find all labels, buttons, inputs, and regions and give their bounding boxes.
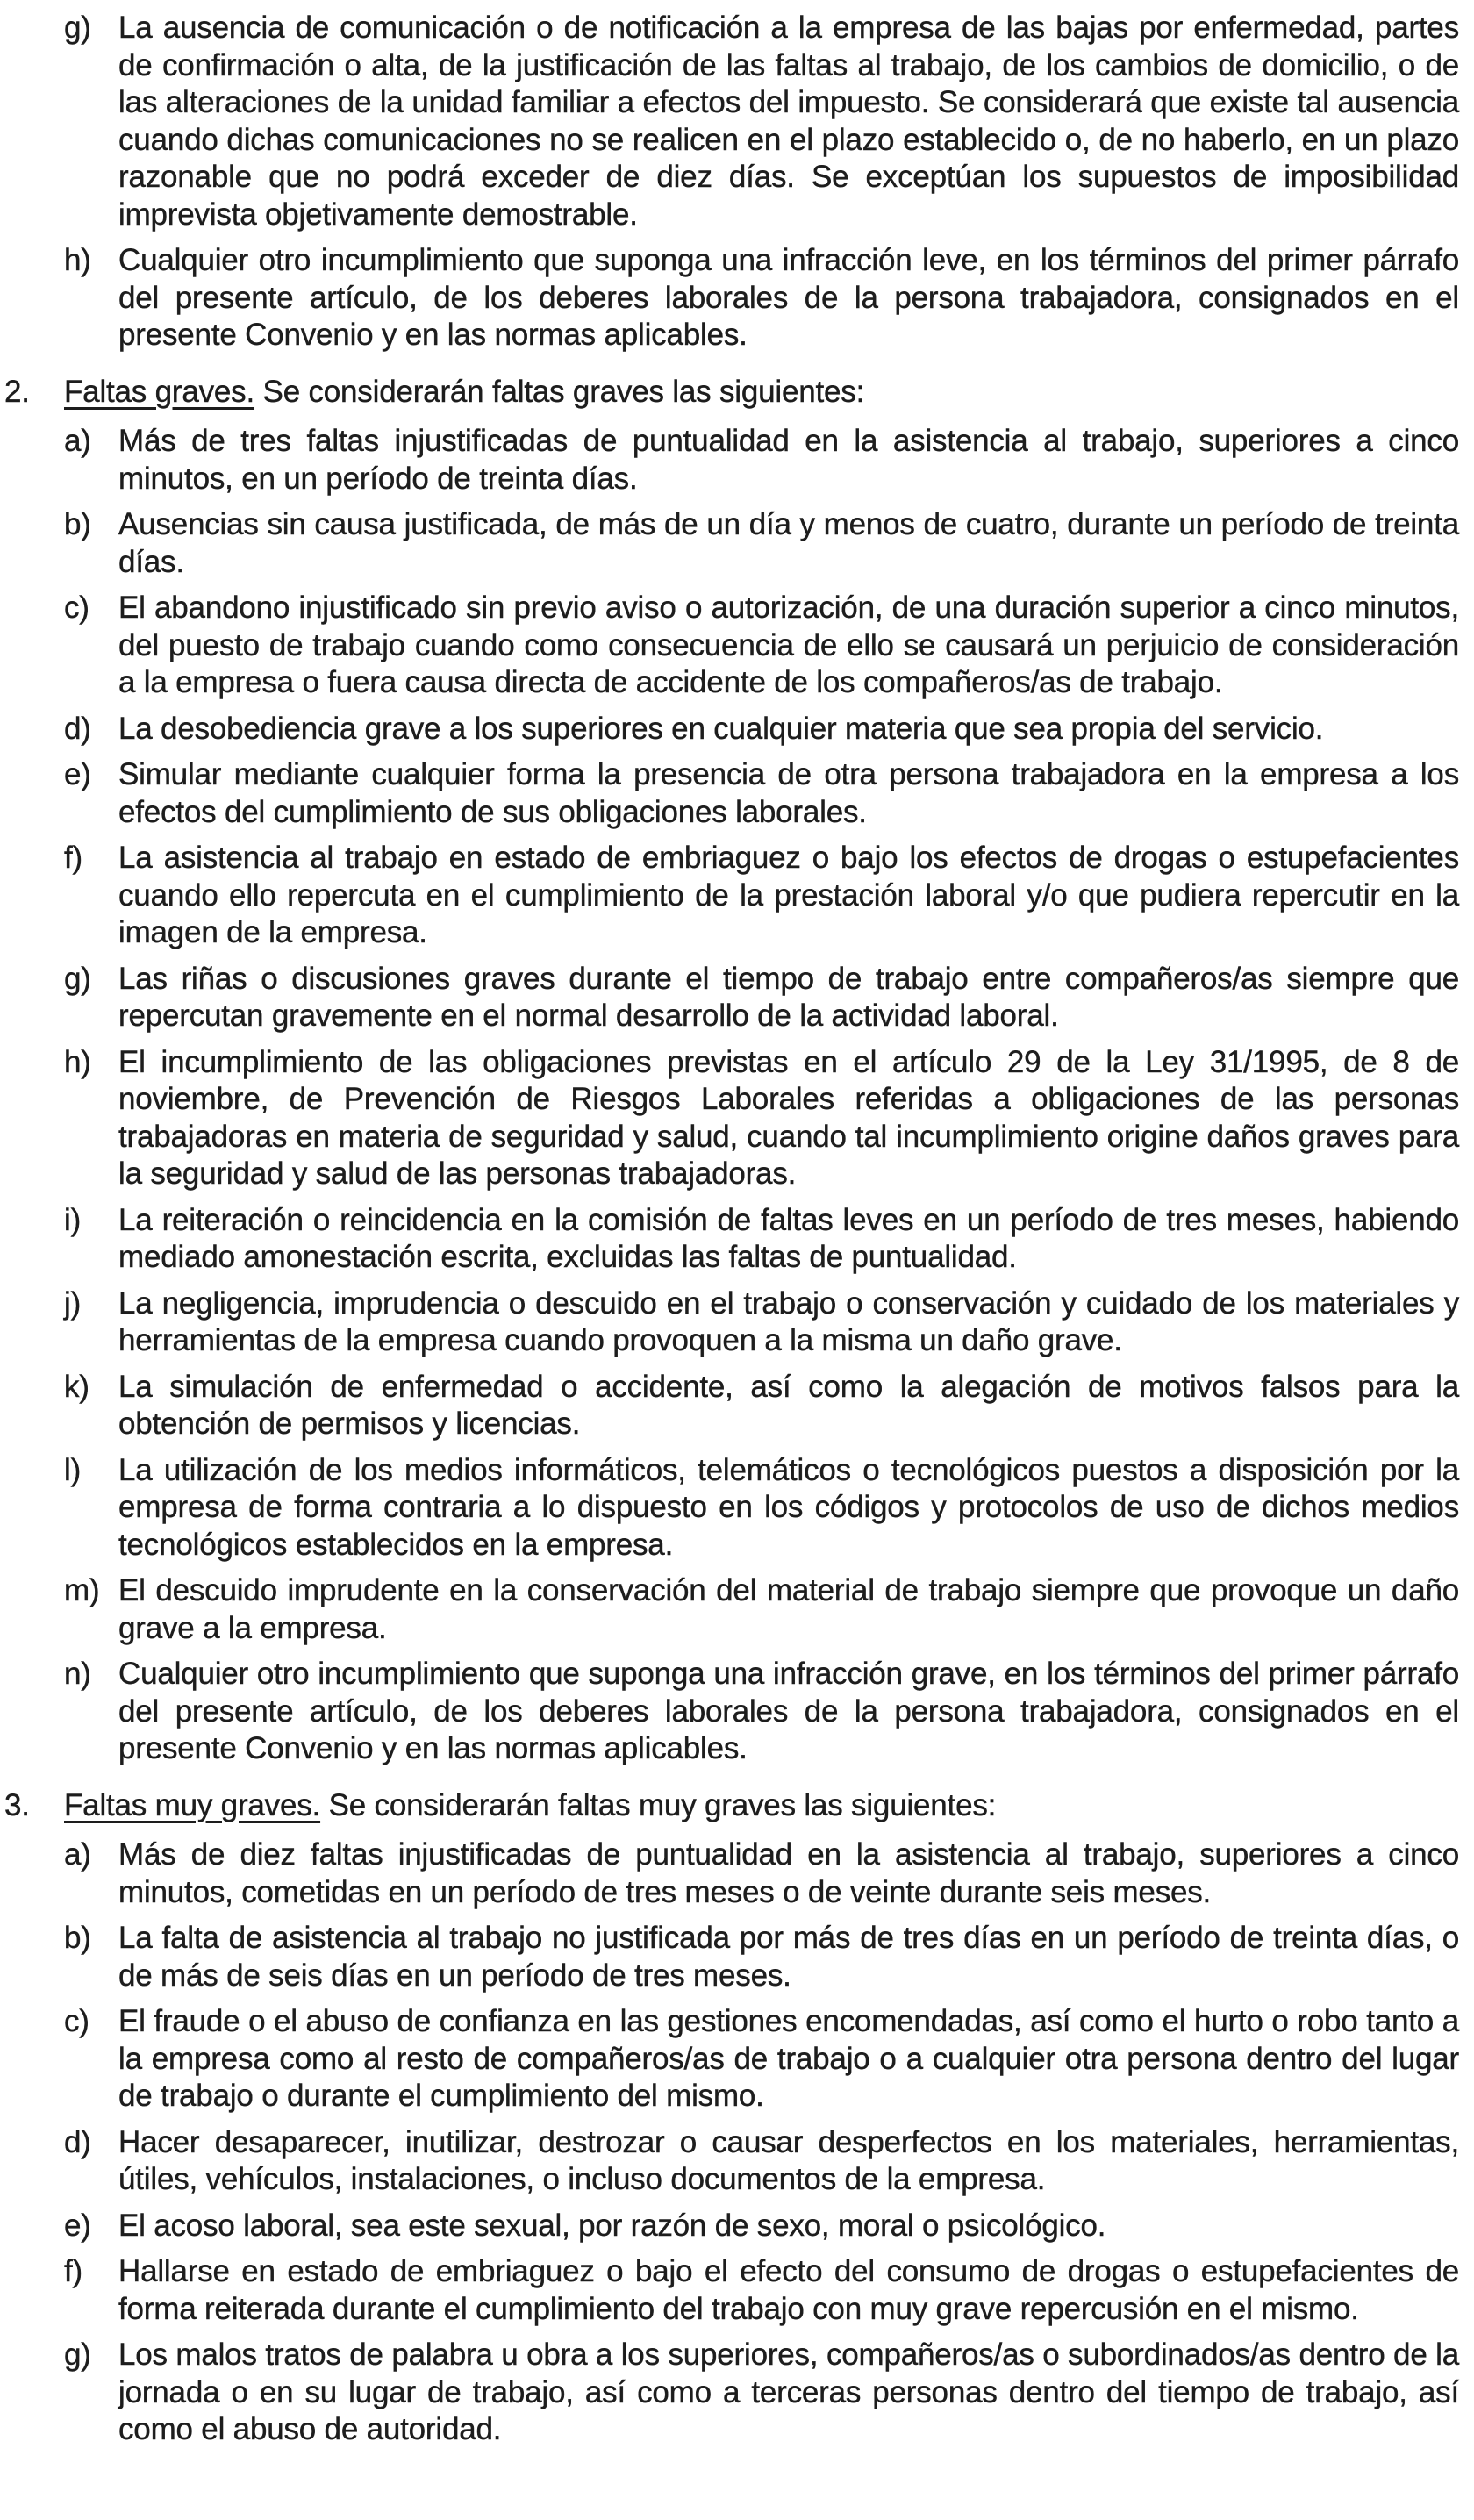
list-item-text: Hallarse en estado de embriaguez o bajo el efecto del consumo de drogas o estupefacientes de forma reiterada durante el cumplimiento del trabajo con muy grave repercusión en el mismo. <box>118 2254 1459 2326</box>
list-item <box>0 1920 1474 1994</box>
list-item-text: La negligencia, imprudencia o descuido en el trabajo o conservación y cuidado de los materiales y herramientas de la empresa cuando provoquen a la misma un daño grave. <box>118 1285 1459 1357</box>
list-item-label: j) <box>64 1285 82 1321</box>
list-item <box>0 2124 1474 2199</box>
list-item-text: Los malos tratos de palabra u obra a los superiores, compañeros/as o subordinados/as dentro de la jornada o en su lugar de trabajo, así como a terceras personas dentro del tiempo de trabajo, así como el abuso de autoridad. <box>118 2337 1459 2446</box>
section-heading-underlined: Faltas graves. <box>64 374 255 409</box>
list-item <box>0 1202 1474 1277</box>
list-item <box>0 961 1474 1035</box>
list-item-label: l) <box>64 1452 82 1487</box>
list-item-text: Las riñas o discusiones graves durante el tiempo de trabajo entre compañeros/as siempre que repercutan gravemente en el normal desarrollo de la actividad laboral. <box>118 961 1459 1033</box>
list-item-text: El acoso laboral, sea este sexual, por razón de sexo, moral o psicológico. <box>118 2208 1106 2243</box>
list-item-text: Ausencias sin causa justificada, de más de un día y menos de cuatro, durante un período de treinta días. <box>118 507 1459 579</box>
list-item-text: Cualquier otro incumplimiento que suponga una infracción grave, en los términos del primer párrafo del presente artículo, de los deberes laborales de la persona trabajadora, consignados en el presente Convenio y en las normas aplicables. <box>118 1657 1459 1765</box>
list-item <box>0 711 1474 748</box>
list-item <box>0 506 1474 581</box>
list-item-text: El fraude o el abuso de confianza en las gestiones encomendadas, así como el hurto o robo tanto a la empresa como al resto de compañeros/as de trabajo o a cualquier otra persona dentro del lugar de trabajo o durante el cumplimiento del mismo. <box>118 2004 1459 2113</box>
section-faltas-leves-tail <box>0 10 1474 354</box>
list-item-text: La reiteración o reincidencia en la comisión de faltas leves en un período de tres meses, habiendo mediado amonestación escrita, excluidas las faltas de puntualidad. <box>118 1202 1459 1274</box>
list-item <box>0 1836 1474 1911</box>
list-item <box>0 1572 1474 1647</box>
list-item-label: d) <box>64 711 91 746</box>
list-item-label: i) <box>64 1202 82 1237</box>
section-heading-intro: Se considerarán faltas graves las siguientes: <box>262 374 865 409</box>
list-item-label: e) <box>64 757 91 791</box>
list-item-text: La falta de asistencia al trabajo no justificada por más de tres días en un período de treinta días, o de más de seis días en un período de tres meses. <box>118 1921 1459 1993</box>
list-item-label: k) <box>64 1369 89 1404</box>
list-item-label: b) <box>64 507 91 541</box>
list-item <box>0 10 1474 233</box>
list-item-text: El incumplimiento de las obligaciones previstas en el artículo 29 de la Ley 31/1995, de 8 de noviembre, de Prevención de Riesgos Laborales referidas a obligaciones de las personas trabajadoras en materia de seguridad y salud, cuando tal incumplimiento origine daños graves para la seguridad y salud de las personas trabajadoras. <box>118 1044 1459 1191</box>
list-item-label: d) <box>64 2124 91 2159</box>
section-heading-text <box>64 374 864 412</box>
list-item <box>0 2337 1474 2449</box>
list-item-label: h) <box>64 243 91 277</box>
list-item <box>0 423 1474 498</box>
list-item-label: g) <box>64 2337 91 2372</box>
list-item <box>0 840 1474 952</box>
list-item <box>0 2253 1474 2328</box>
list-item-label: e) <box>64 2208 91 2243</box>
list-item-text: La utilización de los medios informáticos, telemáticos o tecnológicos puestos a disposición por la empresa de forma contraria a lo dispuesto en los códigos y protocolos de uso de dichos medios tecnológicos establecidos en la empresa. <box>118 1452 1459 1562</box>
list-item-label: b) <box>64 1921 91 1955</box>
list-item-text: La asistencia al trabajo en estado de embriaguez o bajo los efectos de drogas o estupefacientes cuando ello repercuta en el cumplimiento de la prestación laboral y/o que pudiera repercutir en la imagen de la empresa. <box>118 841 1459 949</box>
list-item-text: Más de tres faltas injustificadas de puntualidad en la asistencia al trabajo, superiores a cinco minutos, en un período de treinta días. <box>118 424 1459 496</box>
list-item <box>0 2208 1474 2245</box>
section-number: 2. <box>4 374 30 409</box>
list-item-label: m) <box>64 1573 100 1607</box>
list-item <box>0 2003 1474 2116</box>
list-item-label: f) <box>64 841 82 875</box>
list-item <box>0 590 1474 702</box>
list-item-text: Hacer desaparecer, inutilizar, destrozar o causar desperfectos en los materiales, herramientas, útiles, vehículos, instalaciones, o incluso documentos de la empresa. <box>118 2124 1459 2196</box>
section-2-heading <box>0 374 1474 412</box>
list-item-text: La simulación de enfermedad o accidente, así como la alegación de motivos falsos para la obtención de permisos y licencias. <box>118 1369 1459 1441</box>
section-faltas-graves-items <box>0 423 1474 1768</box>
list-item-label: c) <box>64 591 89 625</box>
section-number: 3. <box>4 1787 30 1822</box>
list-item-text: La desobediencia grave a los superiores en cualquier materia que sea propia del servicio. <box>118 711 1324 746</box>
list-item-label: g) <box>64 961 91 996</box>
list-item-label: h) <box>64 1044 91 1079</box>
list-item-text: El abandono injustificado sin previo aviso o autorización, de una duración superior a cinco minutos, del puesto de trabajo cuando como consecuencia de ello se causará un perjuicio de consideración a la empresa o fuera causa directa de accidente de los compañeros/as de trabajo. <box>118 591 1459 699</box>
list-item-text: Simular mediante cualquier forma la presencia de otra persona trabajadora en la empresa a los efectos del cumplimiento de sus obligaciones laborales. <box>118 757 1459 829</box>
section-heading-intro: Se considerarán faltas muy graves las siguientes: <box>328 1787 997 1822</box>
section-3-heading <box>0 1787 1474 1825</box>
list-item-text: La ausencia de comunicación o de notificación a la empresa de las bajas por enfermedad, partes de confirmación o alta, de la justificación de las faltas al trabajo, de los cambios de domicilio, o de las alteraciones de la unidad familiar a efectos del impuesto. Se considerará que existe tal ausencia cuando dichas comunicaciones no se realicen en el plazo establecido o, de no haberlo, en un plazo razonable que no podrá exceder de diez días. Se exceptúan los supuestos de imposibilidad imprevista objetivamente demostrable. <box>118 11 1459 232</box>
list-item-text: Más de diez faltas injustificadas de puntualidad en la asistencia al trabajo, superiores a cinco minutos, cometidas en un período de tres meses o de veinte durante seis meses. <box>118 1837 1459 1909</box>
list-item-label: c) <box>64 2004 89 2038</box>
list-item <box>0 756 1474 831</box>
list-item-text: El descuido imprudente en la conservación del material de trabajo siempre que provoque un daño grave a la empresa. <box>118 1573 1459 1645</box>
section-heading-text <box>64 1787 996 1825</box>
list-item <box>0 1452 1474 1564</box>
list-item <box>0 1369 1474 1443</box>
list-item-label: g) <box>64 11 91 45</box>
list-item-label: f) <box>64 2254 82 2288</box>
list-item-text: Cualquier otro incumplimiento que suponga una infracción leve, en los términos del primer párrafo del presente artículo, de los deberes laborales de la persona trabajadora, consignados en el presente Convenio y en las normas aplicables. <box>118 243 1459 352</box>
list-item-label: a) <box>64 424 91 458</box>
list-item <box>0 242 1474 354</box>
section-heading-underlined: Faltas muy graves. <box>64 1787 321 1822</box>
list-item-label: a) <box>64 1837 91 1872</box>
list-item <box>0 1285 1474 1360</box>
list-item-label: n) <box>64 1657 91 1691</box>
list-item <box>0 1656 1474 1768</box>
list-item <box>0 1044 1474 1193</box>
section-faltas-muy-graves-items <box>0 1836 1474 2449</box>
